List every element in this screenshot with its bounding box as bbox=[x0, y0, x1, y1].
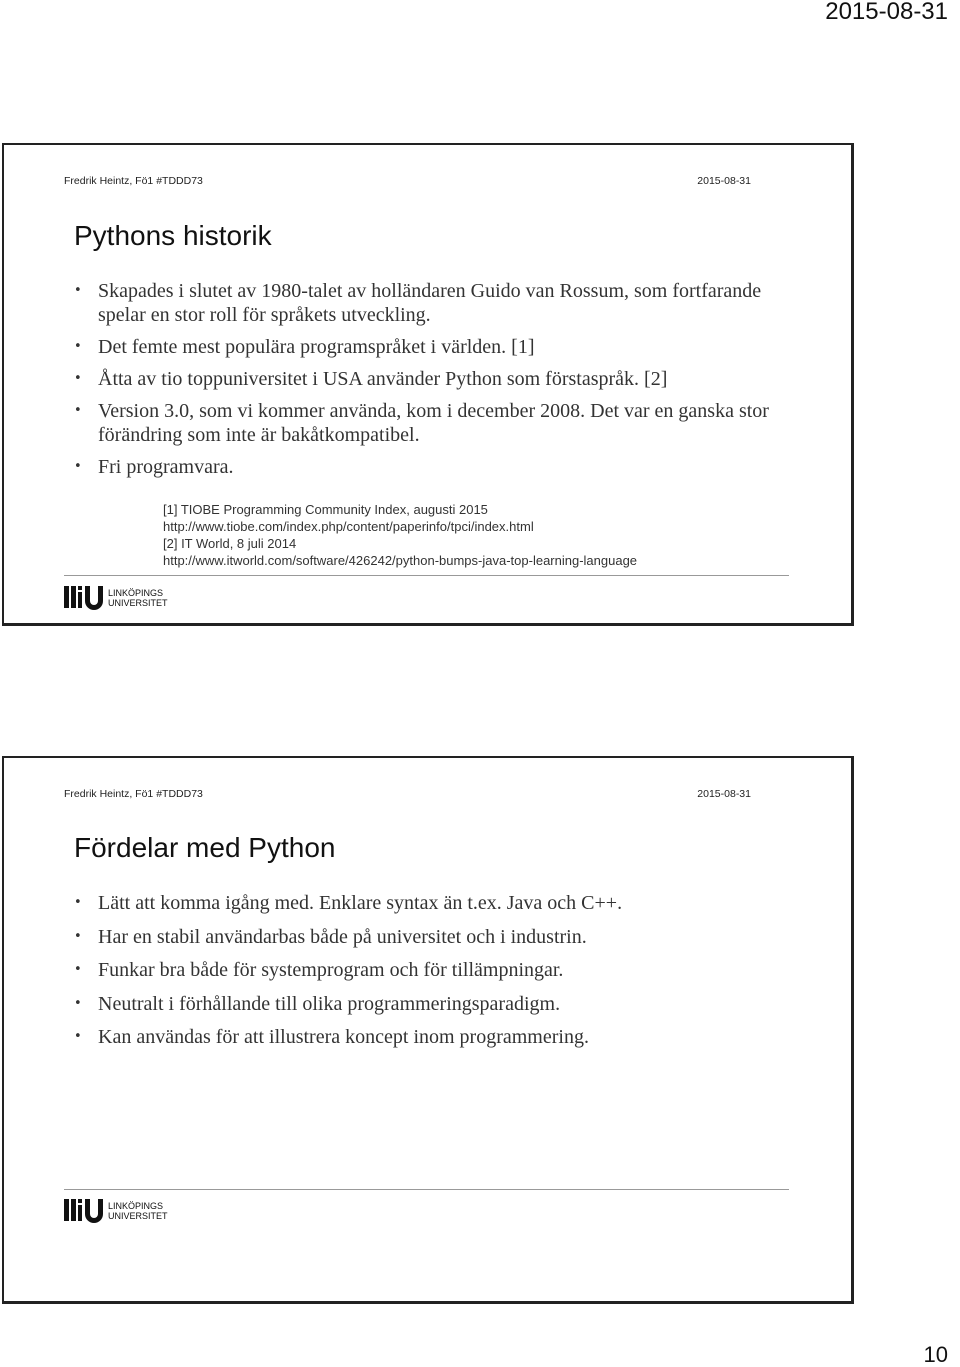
bullet-list bbox=[74, 279, 811, 487]
logo-text-line1: LINKÖPINGS bbox=[108, 588, 164, 598]
bullet-item: • Det femte mest populära programspråket i världen. [1] bbox=[74, 335, 811, 359]
bullet-item: • Skapades i slutet av 1980-talet av holländaren Guido van Rossum, som fortfarande spelar en stor roll för språkets utveckling. bbox=[74, 279, 811, 327]
footer-divider bbox=[64, 1189, 789, 1190]
logo-text-line2: UNIVERSITET bbox=[108, 598, 168, 608]
slide-title: Pythons historik bbox=[74, 220, 272, 251]
reference-2: [2] IT World, 8 juli 2014 bbox=[163, 536, 297, 551]
slide-header-date: 2015-08-31 bbox=[697, 788, 751, 800]
references bbox=[163, 501, 637, 569]
reference-1: [1] TIOBE Programming Community Index, augusti 2015 bbox=[163, 502, 488, 517]
reference-2-url[interactable]: http://www.itworld.com/software/426242/python-bumps-java-top-learning-language bbox=[163, 553, 638, 568]
slide-pythons-historik bbox=[2, 143, 854, 626]
bullet-list bbox=[74, 891, 811, 1059]
bullet-item: • Funkar bra både för systemprogram och för tillämpningar. bbox=[74, 958, 811, 982]
bullet-item: • Version 3.0, som vi kommer använda, kom i december 2008. Det var en ganska stor förändring som inte är bakåtkompatibel. bbox=[74, 399, 811, 447]
bullet-item: • Kan användas för att illustrera koncept inom programmering. bbox=[74, 1025, 811, 1049]
bullet-item: • Fri programvara. bbox=[74, 455, 811, 479]
slide-header-author: Fredrik Heintz, Fö1 #TDDD73 bbox=[64, 788, 203, 800]
bullet-item: • Har en stabil användarbas både på universitet och i industrin. bbox=[74, 925, 811, 949]
slide-title: Fördelar med Python bbox=[74, 832, 336, 863]
footer-divider bbox=[64, 575, 789, 576]
bullet-item: • Åtta av tio toppuniversitet i USA använder Python som förstaspråk. [2] bbox=[74, 367, 811, 391]
slide-fordelar-med-python bbox=[2, 756, 854, 1304]
bullet-item: • Neutralt i förhållande till olika programmeringsparadigm. bbox=[74, 992, 811, 1016]
page-number: 10 bbox=[923, 1342, 948, 1367]
slide-header-author: Fredrik Heintz, Fö1 #TDDD73 bbox=[64, 175, 203, 187]
slide-header-date: 2015-08-31 bbox=[697, 175, 751, 187]
reference-1-url[interactable]: http://www.tiobe.com/index.php/content/paperinfo/tpci/index.html bbox=[163, 519, 534, 534]
logo-text-line1: LINKÖPINGS bbox=[108, 1201, 164, 1211]
page-date: 2015-08-31 bbox=[825, 0, 948, 25]
logo-text-line2: UNIVERSITET bbox=[108, 1211, 168, 1221]
liu-logo-icon bbox=[64, 1194, 179, 1226]
liu-logo-icon bbox=[64, 581, 179, 613]
bullet-item: • Lätt att komma igång med. Enklare syntax än t.ex. Java och C++. bbox=[74, 891, 811, 915]
